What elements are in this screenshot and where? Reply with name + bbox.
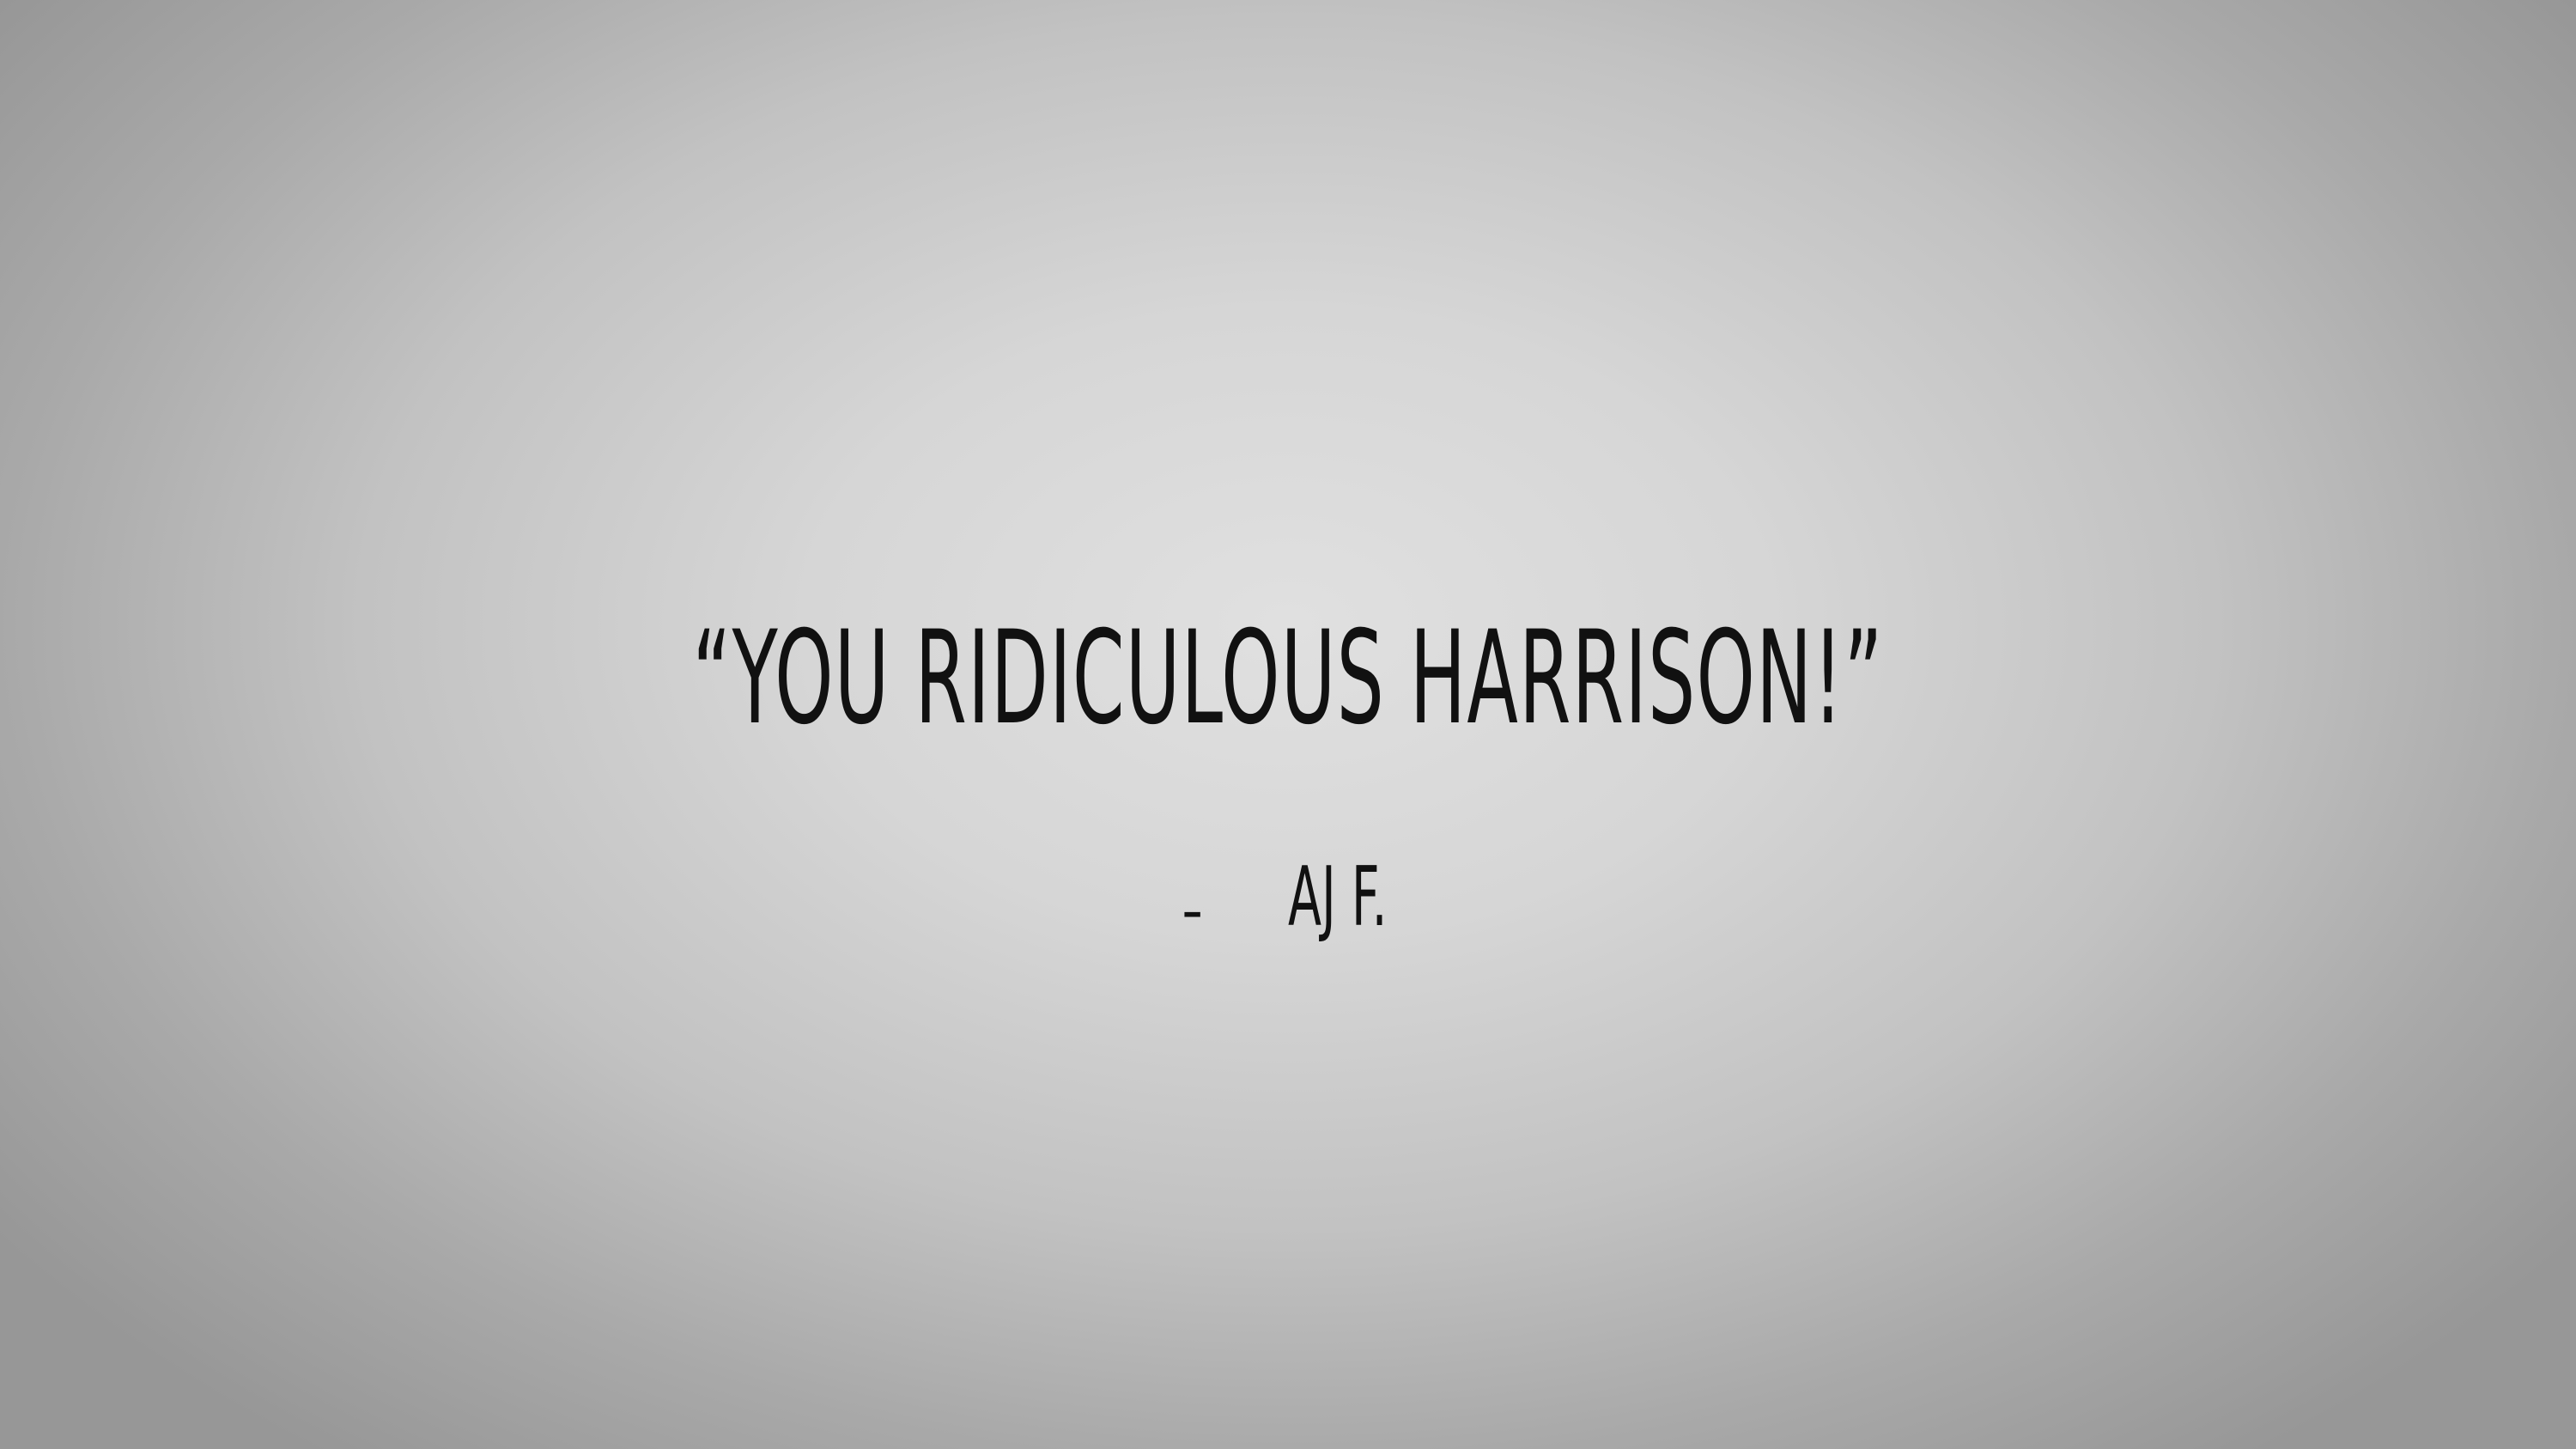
- quote-text: “YOU RIDICULOUS HARRISON!”: [692, 604, 1884, 753]
- attribution-dash: -: [1182, 875, 1204, 946]
- attribution: [0, 846, 2576, 949]
- attribution-author: AJ F.: [1288, 850, 1388, 945]
